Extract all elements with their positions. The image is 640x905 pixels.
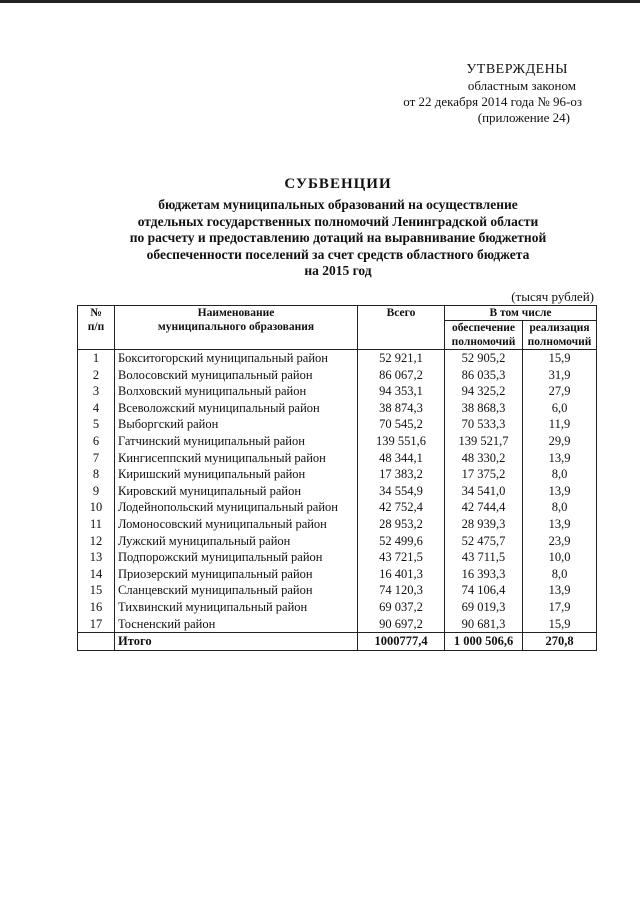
approval-stamp: [403, 62, 582, 126]
table-row: 15 Сланцевский муниципальный район 74 120,3 74 106,4 13,9: [78, 582, 597, 599]
approval-line-2: от 22 декабря 2014 года № 96-оз: [403, 94, 582, 109]
table-row: 4 Всеволожский муниципальный район 38 874,3 38 868,3 6,0: [78, 400, 597, 417]
header-total: Всего: [358, 306, 445, 350]
subventions-table: [77, 305, 597, 651]
total-sum: 1000777,4: [358, 633, 445, 651]
header-including: В том числе: [445, 306, 597, 321]
table-row: 5 Выборгский район 70 545,2 70 533,3 11,9: [78, 416, 597, 433]
table-row: 6 Гатчинский муниципальный район 139 551,6 139 521,7 29,9: [78, 433, 597, 450]
heading-line-4: обеспеченности поселений за счет средств областного бюджета: [146, 246, 530, 262]
table-row: 12 Лужский муниципальный район 52 499,6 52 475,7 23,9: [78, 533, 597, 550]
document-heading: [80, 176, 596, 280]
table-row: 13 Подпорожский муниципальный район 43 721,5 43 711,5 10,0: [78, 549, 597, 566]
table-row: 7 Кингисеппский муниципальный район 48 344,1 48 330,2 13,9: [78, 450, 597, 467]
heading-line-2: отдельных государственных полномочий Ленинградской области: [137, 213, 539, 229]
table-row: 1 Бокситогорский муниципальный район 52 921,1 52 905,2 15,9: [78, 350, 597, 367]
document-title: СУБВЕНЦИИ: [284, 176, 392, 192]
total-label: Итого: [115, 633, 358, 651]
total-row: [78, 633, 597, 651]
table-row: 17 Тосненский район 90 697,2 90 681,3 15,9: [78, 616, 597, 633]
total-realization: 270,8: [523, 633, 597, 651]
approval-line-3: (приложение 24): [477, 110, 570, 125]
table-row: 10 Лодейнопольский муниципальный район 42 752,4 42 744,4 8,0: [78, 499, 597, 516]
header-name: Наименование муниципального образования: [115, 306, 358, 350]
table-row: 2 Волосовский муниципальный район 86 067,2 86 035,3 31,9: [78, 367, 597, 384]
header-num: № п/п: [78, 306, 115, 350]
total-provision: 1 000 506,6: [445, 633, 523, 651]
table-row: 3 Волховский муниципальный район 94 353,1 94 325,2 27,9: [78, 383, 597, 400]
table-row: 14 Приозерский муниципальный район 16 401,3 16 393,3 8,0: [78, 566, 597, 583]
table-row: 16 Тихвинский муниципальный район 69 037,2 69 019,3 17,9: [78, 599, 597, 616]
top-border-line: [0, 0, 640, 3]
table-row: 8 Киришский муниципальный район 17 383,2 17 375,2 8,0: [78, 466, 597, 483]
heading-line-1: бюджетам муниципальных образований на осуществление: [158, 197, 518, 212]
heading-line-5: на 2015 год: [304, 263, 372, 278]
approval-line-1: областным законом: [467, 78, 576, 93]
header-realization: реализация полномочий: [523, 321, 597, 350]
header-provision: обеспечение полномочий: [445, 321, 523, 350]
table-row: 11 Ломоносовский муниципальный район 28 953,2 28 939,3 13,9: [78, 516, 597, 533]
table-row: 9 Кировский муниципальный район 34 554,9 34 541,0 13,9: [78, 483, 597, 500]
approval-title: УТВЕРЖДЕНЫ: [466, 62, 568, 77]
units-label: (тысяч рублей): [511, 289, 594, 304]
heading-line-3: по расчету и предоставлению дотаций на выравнивание бюджетной: [129, 230, 547, 245]
